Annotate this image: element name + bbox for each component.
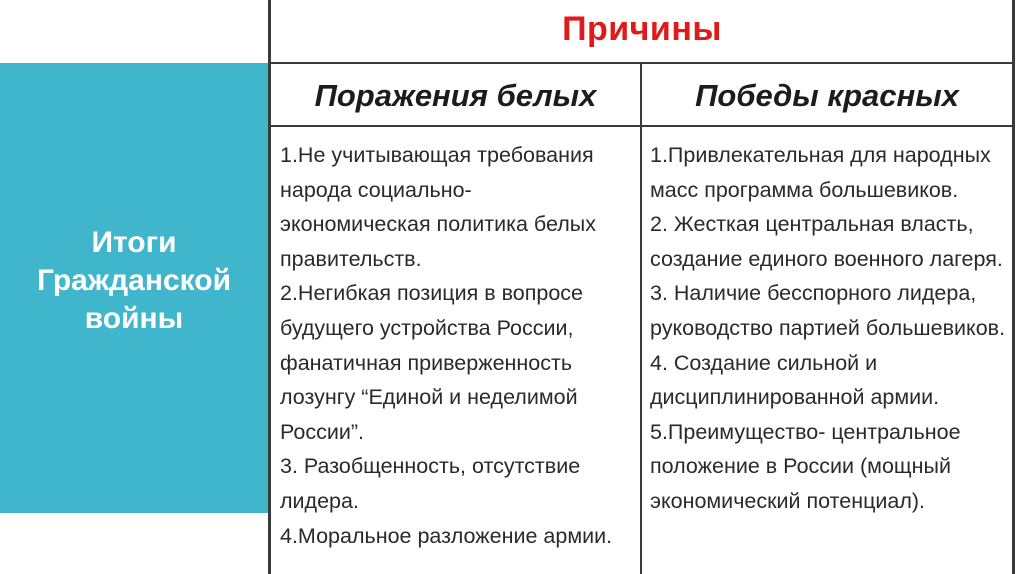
side-panel (0, 63, 268, 513)
list-item: дисциплинированной армии. (650, 385, 940, 410)
list-item: 1.Не учитывающая требования (280, 143, 594, 167)
list-item: России”. (280, 419, 365, 444)
list-item: будущего устройства России, (280, 315, 574, 340)
causes-table (268, 0, 1016, 574)
slide-title-line-2: Гражданской (36, 264, 232, 297)
table-column-divider (640, 64, 642, 574)
list-item: масс программа большевиков. (650, 177, 959, 202)
list-item: положение в России (мощный (650, 454, 951, 479)
list-item: лозунгу “Единой и неделимой (280, 385, 578, 410)
list-item: 4.Моральное разложение армии. (280, 523, 613, 548)
list-item: 5.Преимущество- центральное (650, 419, 961, 444)
slide-title-line-1: Итоги (91, 226, 177, 259)
list-item: народа социально- (280, 177, 472, 202)
list-item: экономическая политика белых (280, 212, 596, 237)
column-body-whites (280, 138, 636, 553)
slide-title (19, 224, 249, 338)
list-item: 3. Наличие бесспорного лидера, (650, 281, 977, 306)
list-item: руководство партией большевиков. (650, 315, 1006, 340)
list-item: правительств. (280, 246, 422, 271)
table-border-right (1012, 0, 1015, 574)
list-item: лидера. (280, 488, 359, 513)
list-item: 3. Разобщенность, отсутствие (280, 454, 581, 479)
table-border-header-bottom (268, 125, 1015, 127)
slide-title-line-3: войны (84, 302, 184, 335)
list-item: 2. Жесткая центральная власть, (650, 212, 974, 237)
column-header-reds: Победы красных (695, 78, 959, 113)
list-item: фанатичная приверженность (280, 350, 573, 375)
list-item: 1.Привлекательная для народных (650, 143, 991, 167)
list-item: экономический потенциал). (650, 488, 926, 513)
list-item: создание единого военного лагеря. (650, 246, 1003, 271)
table-title: Причины (562, 10, 722, 48)
list-item: 2.Негибкая позиция в вопросе (280, 281, 583, 306)
table-border-top-header (268, 62, 1015, 64)
column-body-reds (650, 138, 1010, 519)
list-item: 4. Создание сильной и (650, 350, 878, 375)
column-header-whites: Поражения белых (314, 78, 597, 113)
